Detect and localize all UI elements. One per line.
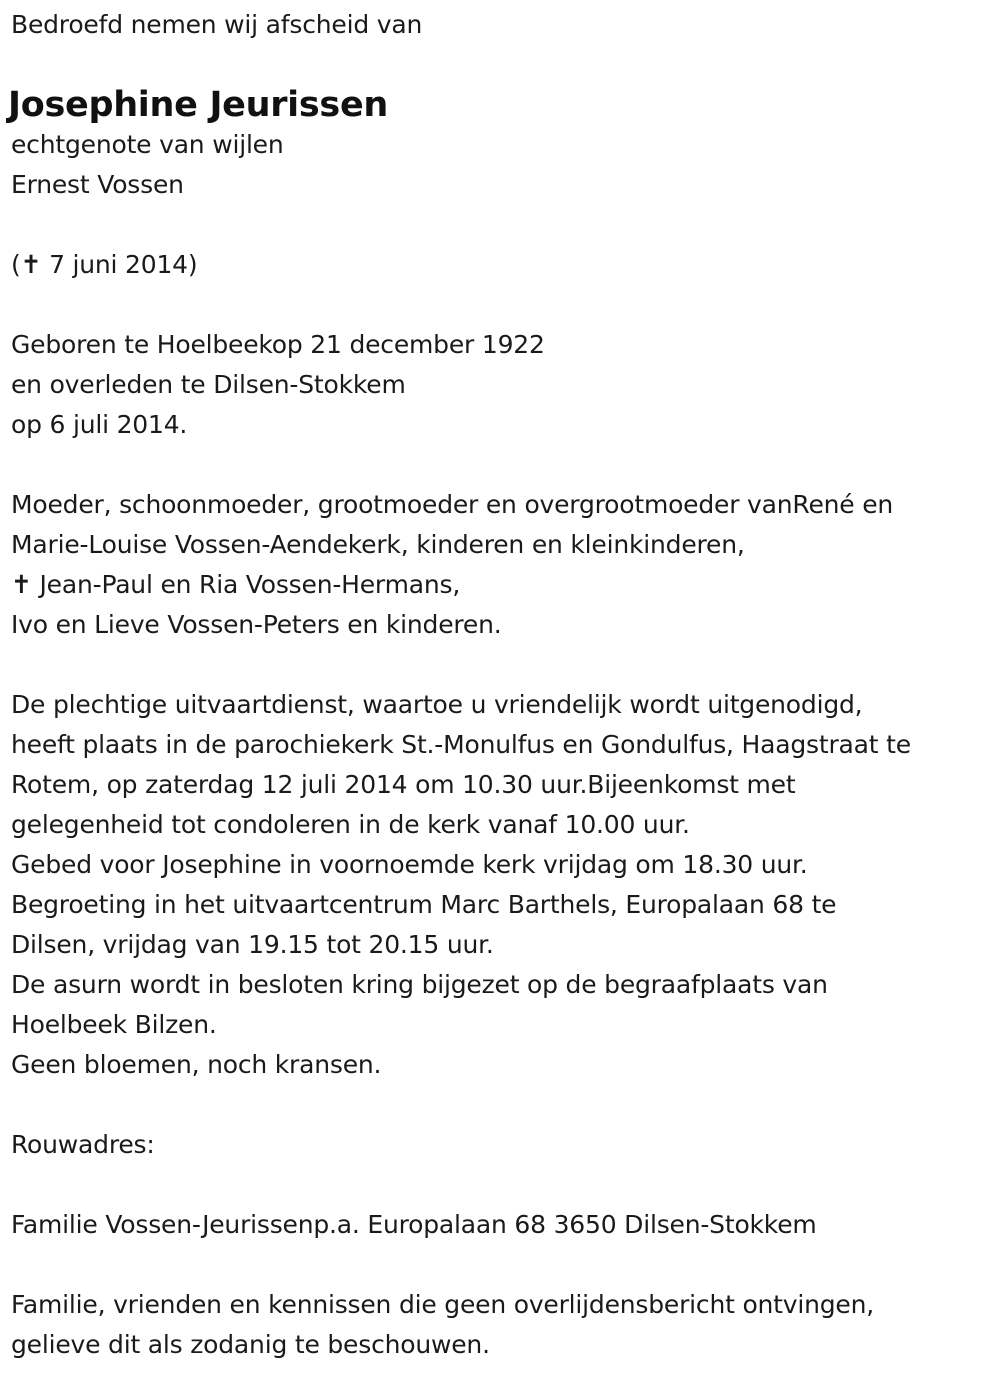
spacer [11, 1165, 996, 1205]
service-line-1: De plechtige uitvaartdienst, waartoe u vriendelijk wordt uitgenodigd, [11, 690, 863, 719]
family-line-2: Marie-Louise Vossen-Aendekerk, kinderen en kleinkinderen, [11, 530, 745, 559]
family-line-4: Ivo en Lieve Vossen-Peters en kinderen. [11, 610, 502, 639]
obituary-notice [8, 5, 996, 1365]
intro-text: Bedroefd nemen wij afscheid van [11, 10, 423, 39]
spouse-death-date-text: 7 juni 2014) [49, 250, 198, 279]
spacer [11, 1085, 996, 1125]
service-line-9: Hoelbeek Bilzen. [11, 1010, 217, 1039]
birth-line-3: op 6 juli 2014. [11, 410, 188, 439]
cross-icon: ✝ [20, 250, 42, 279]
service-line-2: heeft plaats in de parochiekerk St.-Monulfus en Gondulfus, Haagstraat te [11, 730, 911, 759]
service-line-6: Begroeting in het uitvaartcentrum Marc Barthels, Europalaan 68 te [11, 890, 837, 919]
closing-line-1: Familie, vrienden en kennissen die geen overlijdensbericht ontvingen, [11, 1290, 875, 1319]
deceased-name: Josephine Jeurissen [8, 85, 389, 125]
spouse-line-1: echtgenote van wijlen [11, 130, 284, 159]
spouse-death-date [11, 245, 996, 285]
spacer [11, 1245, 996, 1285]
service-line-7: Dilsen, vrijdag van 19.15 tot 20.15 uur. [11, 930, 494, 959]
open-parenthesis: ( [11, 250, 21, 279]
service-line-10: Geen bloemen, noch kransen. [11, 1050, 382, 1079]
spacer [11, 205, 996, 245]
spacer [11, 645, 996, 685]
closing-line-2: gelieve dit als zodanig te beschouwen. [11, 1330, 490, 1359]
family-line-3 [11, 565, 996, 605]
family-line-3-text: Jean-Paul en Ria Vossen-Hermans, [39, 570, 461, 599]
family-line-1: Moeder, schoonmoeder, grootmoeder en overgrootmoeder vanRené en [11, 490, 894, 519]
service-line-8: De asurn wordt in besloten kring bijgezet op de begraafplaats van [11, 970, 828, 999]
spacer [11, 445, 996, 485]
service-line-3: Rotem, op zaterdag 12 juli 2014 om 10.30 uur.Bijeenkomst met [11, 770, 796, 799]
address-value: Familie Vossen-Jeurissenp.a. Europalaan 68 3650 Dilsen-Stokkem [11, 1210, 817, 1239]
birth-line-2: en overleden te Dilsen-Stokkem [11, 370, 406, 399]
service-line-4: gelegenheid tot condoleren in de kerk vanaf 10.00 uur. [11, 810, 690, 839]
cross-icon: ✝ [11, 570, 32, 599]
birth-line-1: Geboren te Hoelbeekop 21 december 1922 [11, 330, 545, 359]
service-line-5: Gebed voor Josephine in voornoemde kerk vrijdag om 18.30 uur. [11, 850, 808, 879]
spacer [11, 285, 996, 325]
address-label: Rouwadres: [11, 1130, 155, 1159]
spouse-line-2: Ernest Vossen [11, 170, 184, 199]
